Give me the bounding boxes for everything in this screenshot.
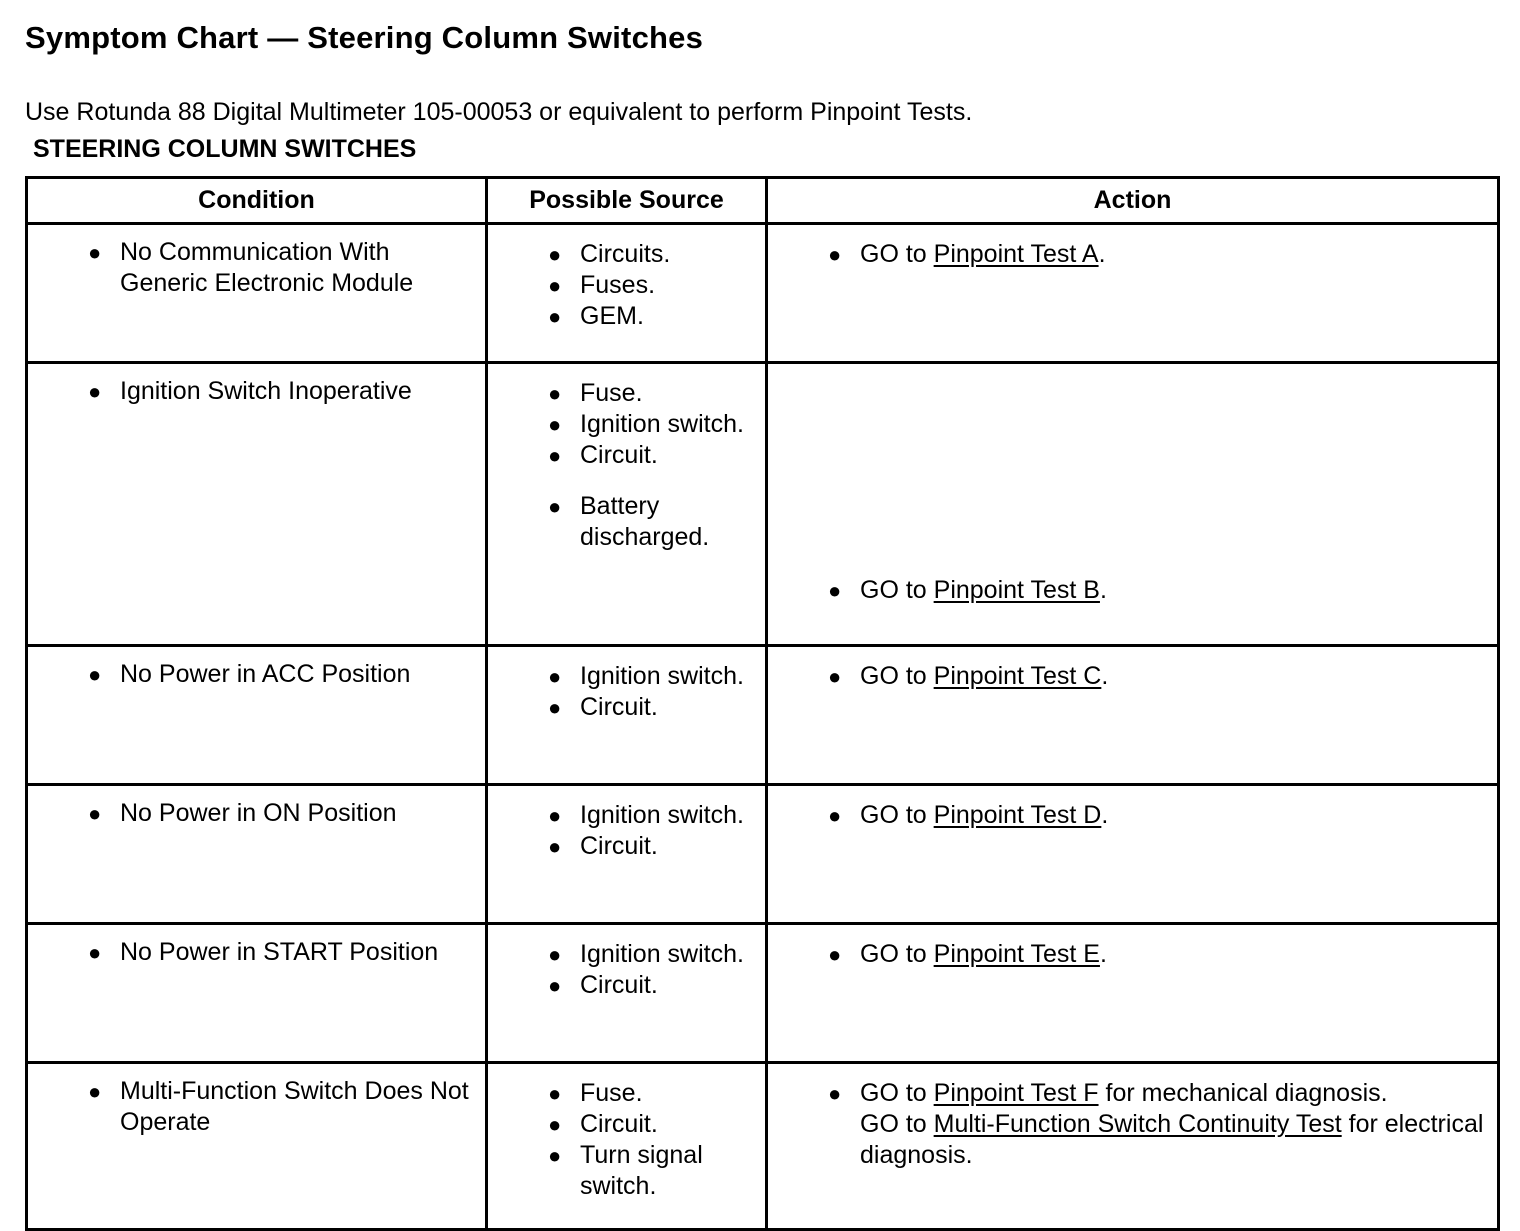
bullet-icon: ●: [88, 940, 102, 965]
action-cell: [767, 924, 1499, 1063]
pinpoint-test-f-link[interactable]: Pinpoint Test F: [933, 1079, 1099, 1107]
condition-cell: [27, 224, 487, 363]
source-text: Circuit.: [580, 441, 658, 469]
source-text: GEM.: [580, 302, 644, 330]
bullet-icon: ●: [548, 695, 562, 720]
bullet-icon: ●: [88, 379, 102, 404]
pinpoint-test-a-link[interactable]: Pinpoint Test A: [933, 240, 1099, 268]
source-text: Circuits.: [580, 240, 671, 268]
table-row: [27, 224, 1499, 363]
condition-cell: [27, 363, 487, 646]
pinpoint-test-e-link[interactable]: Pinpoint Test E: [933, 940, 1100, 968]
list-item: [548, 692, 757, 723]
action-prefix: GO to: [860, 662, 934, 690]
action-prefix: GO to: [860, 1079, 934, 1107]
list-item: [548, 378, 757, 409]
list-item: [828, 575, 1487, 606]
bullet-icon: ●: [548, 242, 562, 267]
action-prefix: GO to: [860, 801, 934, 829]
source-text: Fuse.: [580, 1079, 643, 1107]
source-cell: [487, 224, 767, 363]
source-text: Battery discharged.: [580, 492, 710, 551]
source-text: Ignition switch.: [580, 801, 744, 829]
list-item: [548, 1078, 757, 1109]
bullet-icon: ●: [88, 801, 102, 826]
pinpoint-test-d-link[interactable]: Pinpoint Test D: [933, 801, 1102, 829]
source-text: Circuit.: [580, 1110, 658, 1138]
pinpoint-test-b-link[interactable]: Pinpoint Test B: [933, 576, 1100, 604]
list-item: [548, 800, 757, 831]
list-item: [88, 937, 475, 968]
action-suffix: .: [1098, 240, 1106, 268]
condition-text: Multi-Function Switch Does Not Operate: [120, 1077, 469, 1136]
action-cell: [767, 646, 1499, 785]
list-item: [548, 1109, 757, 1140]
list-item: [828, 239, 1487, 270]
bullet-icon: ●: [828, 1081, 842, 1106]
source-text: Circuit.: [580, 832, 658, 860]
bullet-icon: ●: [88, 1079, 102, 1104]
bullet-icon: ●: [548, 1143, 562, 1168]
list-item: [88, 798, 475, 829]
list-item: [828, 800, 1487, 831]
source-text: Ignition switch.: [580, 410, 744, 438]
list-item: [548, 239, 757, 270]
continuity-test-link[interactable]: Multi-Function Switch Continuity Test: [933, 1110, 1342, 1138]
bullet-icon: ●: [548, 494, 562, 519]
bullet-icon: ●: [548, 973, 562, 998]
bullet-icon: ●: [548, 942, 562, 967]
bullet-icon: ●: [548, 412, 562, 437]
header-action: Action: [767, 178, 1499, 224]
condition-text: No Power in ACC Position: [120, 660, 411, 688]
bullet-icon: ●: [548, 834, 562, 859]
list-item: [548, 440, 757, 471]
action-cell: [767, 363, 1499, 646]
list-item: [548, 491, 757, 553]
table-header-row: [27, 178, 1499, 224]
bullet-icon: ●: [548, 273, 562, 298]
symptom-table: [25, 176, 1500, 1231]
source-text: Ignition switch.: [580, 940, 744, 968]
list-item: [548, 970, 757, 1001]
action-suffix: .: [1099, 940, 1107, 968]
page-title: Symptom Chart — Steering Column Switches: [25, 20, 704, 55]
action-cell: [767, 785, 1499, 924]
bullet-icon: ●: [548, 443, 562, 468]
source-text: Ignition switch.: [580, 662, 744, 690]
list-item: [548, 831, 757, 862]
list-item: [828, 1078, 1487, 1171]
action-cell: [767, 224, 1499, 363]
list-item: [548, 1140, 757, 1202]
intro-text: Use Rotunda 88 Digital Multimeter 105-00053 or equivalent to perform Pinpoint Tests.: [25, 98, 973, 126]
table-row: [27, 363, 1499, 646]
condition-text: No Communication With Generic Electronic Module: [120, 238, 414, 297]
condition-cell: [27, 924, 487, 1063]
bullet-icon: ●: [548, 381, 562, 406]
action-suffix: .: [1101, 801, 1109, 829]
bullet-icon: ●: [828, 578, 842, 603]
list-item: [88, 1076, 475, 1138]
action-suffix: for mechanical diagnosis.: [1098, 1079, 1388, 1107]
condition-text: No Power in ON Position: [120, 799, 397, 827]
list-item: [828, 661, 1487, 692]
bullet-icon: ●: [828, 803, 842, 828]
bullet-icon: ●: [828, 942, 842, 967]
source-text: Circuit.: [580, 971, 658, 999]
table-row: [27, 785, 1499, 924]
action-prefix: GO to: [860, 240, 934, 268]
action-suffix: .: [1101, 662, 1109, 690]
list-item: [548, 301, 757, 332]
source-cell: [487, 785, 767, 924]
list-item: [548, 270, 757, 301]
list-item: [548, 939, 757, 970]
bullet-icon: ●: [88, 662, 102, 687]
bullet-icon: ●: [548, 304, 562, 329]
action-suffix: for electrical diagnosis.: [860, 1110, 1484, 1169]
condition-text: No Power in START Position: [120, 938, 439, 966]
list-item: [88, 659, 475, 690]
header-possible-source: Possible Source: [487, 178, 767, 224]
source-text: Fuses.: [580, 271, 656, 299]
condition-text: Ignition Switch Inoperative: [120, 377, 412, 405]
bullet-icon: ●: [548, 803, 562, 828]
list-item: [88, 237, 475, 299]
source-cell: [487, 646, 767, 785]
bullet-icon: ●: [828, 242, 842, 267]
action-prefix: GO to: [860, 576, 934, 604]
source-text: Fuse.: [580, 379, 643, 407]
source-cell: [487, 363, 767, 646]
list-item: [88, 376, 475, 407]
bullet-icon: ●: [548, 664, 562, 689]
list-item: [828, 939, 1487, 970]
source-text: Turn signal switch.: [580, 1141, 703, 1200]
section-heading: STEERING COLUMN SWITCHES: [33, 135, 417, 163]
action-prefix: GO to: [860, 1110, 934, 1138]
bullet-icon: ●: [88, 240, 102, 265]
action-prefix: GO to: [860, 940, 934, 968]
source-text: Circuit.: [580, 693, 658, 721]
condition-cell: [27, 646, 487, 785]
list-item: [548, 409, 757, 440]
table-row: [27, 924, 1499, 1063]
bullet-icon: ●: [548, 1081, 562, 1106]
bullet-icon: ●: [828, 664, 842, 689]
action-suffix: .: [1099, 576, 1107, 604]
source-cell: [487, 924, 767, 1063]
list-item: [548, 661, 757, 692]
condition-cell: [27, 785, 487, 924]
pinpoint-test-c-link[interactable]: Pinpoint Test C: [933, 662, 1102, 690]
bullet-icon: ●: [548, 1112, 562, 1137]
table-row: [27, 646, 1499, 785]
header-condition: Condition: [27, 178, 487, 224]
